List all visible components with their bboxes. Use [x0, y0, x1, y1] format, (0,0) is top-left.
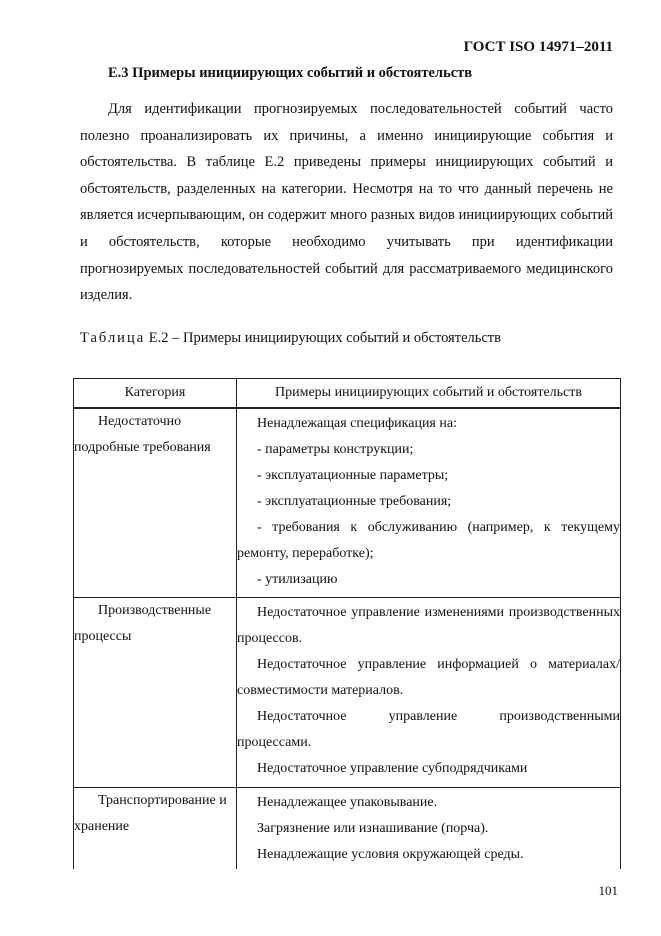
examples-cell [237, 408, 621, 597]
example-item: Ненадлежащая спецификация на: [257, 416, 457, 431]
column-header-examples: Примеры инициирующих событий и обстоятельств [237, 379, 621, 409]
example-item: Ненадлежащие условия окружающей среды. [257, 846, 524, 862]
column-header-category: Категория [74, 379, 237, 409]
section-title: Е.3 Примеры инициирующих событий и обстоятельств [108, 65, 473, 81]
standard-code: ГОСТ ISO 14971–2011 [463, 39, 613, 55]
table-caption-label: Таблица [80, 330, 146, 346]
table-caption-text: Е.2 – Примеры инициирующих событий и обстоятельств [145, 330, 501, 346]
events-table [73, 378, 621, 869]
table-caption [80, 330, 501, 347]
table-row [74, 787, 621, 869]
example-item: - параметры конструкции; [257, 442, 414, 457]
example-item: - эксплуатационные требования; [257, 494, 452, 509]
example-item: - эксплуатационные параметры; [257, 468, 449, 483]
examples-cell [237, 787, 621, 869]
example-item: Недостаточное управление производственными процессами. [237, 708, 620, 750]
table-row [74, 597, 621, 787]
intro-paragraph: Для идентификации прогнозируемых последовательностей событий часто полезно проанализировать их причины, а именно инициирующие события и обстоятельства. В таблице Е.2 приведены примеры инициирующих событий и обстоятельств, разделенных на категории. Несмотря на то что данный перечень не является исчерпывающим, он содержит много разных видов инициирующих событий и обстоятельств, которые необходимо учитывать при идентификации прогнозируемых последовательностей событий для рассматриваемого медицинского изделия. [80, 101, 613, 304]
example-item: Загрязнение или изнашивание (порча). [257, 820, 489, 836]
example-item: - требования к обслуживанию (например, к текущему ремонту, переработке); [237, 520, 620, 561]
example-item: Ненадлежащее упаковывание. [257, 794, 438, 810]
category-cell: Транспортирование и хранение [74, 787, 237, 869]
table-row [74, 408, 621, 597]
page-number: 101 [598, 883, 618, 898]
example-item: Недостаточное управление субподрядчиками [257, 760, 528, 776]
examples-cell [237, 597, 621, 787]
example-item: Недостаточное управление информацией о материалах/совместимости материалов. [237, 656, 620, 698]
example-item: Недостаточное управление изменениями производственных процессов. [237, 604, 620, 646]
category-cell: Недостаточно подробные требования [74, 408, 237, 597]
example-item: - утилизацию [257, 572, 338, 587]
table-header-row [74, 379, 621, 409]
category-cell: Производственные процессы [74, 597, 237, 787]
